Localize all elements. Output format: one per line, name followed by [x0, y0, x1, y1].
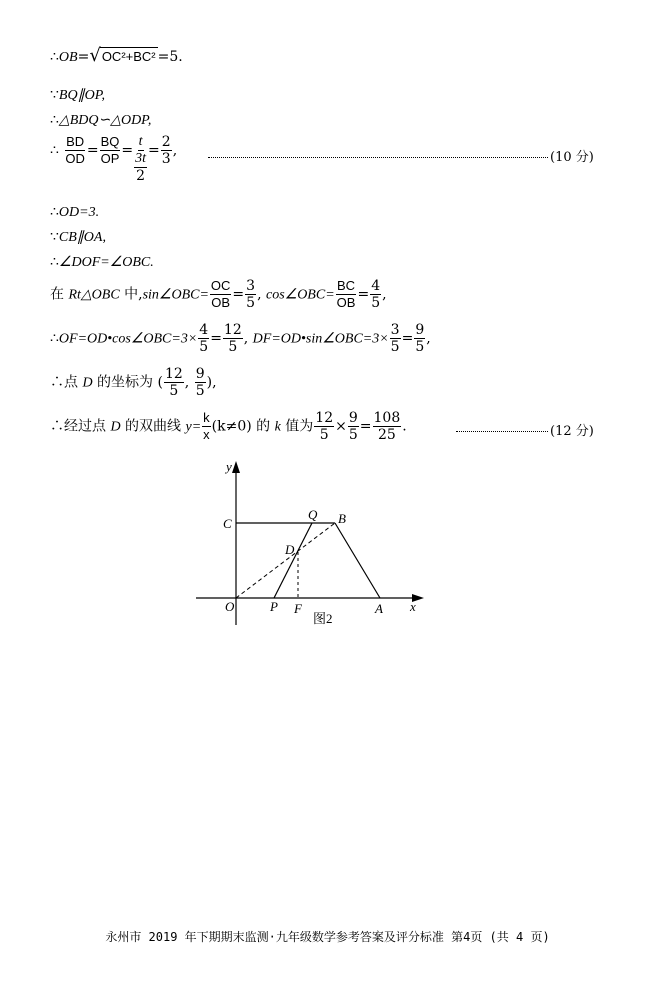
equals: = [77, 49, 90, 65]
line-cb-parallel [50, 228, 106, 247]
fraction-9-5: $\frac{9}{5}$ [195, 366, 205, 399]
y-axis-arrow [232, 461, 240, 473]
geometry-figure [190, 455, 430, 635]
label-d: D [285, 542, 295, 557]
segment-pq [274, 523, 312, 598]
fraction-12-5: $\frac{12}{5}$ [315, 410, 334, 443]
fraction-4-5: $\frac{4}{5}$ [199, 322, 209, 355]
df-expression: DF=OD•sin∠OBC=3× [252, 331, 389, 347]
label-o: O [225, 599, 235, 614]
line-similar [50, 111, 151, 130]
therefore-symbol: ∴ [50, 49, 59, 65]
fraction-12-5: $\frac{12}{5}$ [223, 322, 242, 355]
therefore-symbol: ∴ [50, 254, 59, 270]
var-ob: OB [58, 50, 78, 65]
statement: BQ∥OP, [58, 88, 105, 103]
statement: △BDQ∽△ODP, [58, 113, 152, 128]
line-bq-parallel [50, 86, 105, 105]
line-coordinates: ∴点 D 的坐标为 ( $\frac{12}{5}$ , $\frac{9}{5}$ ), [50, 366, 217, 399]
label-b: B [338, 511, 346, 526]
statement: OD=3. [58, 205, 100, 220]
fraction-3-5: $\frac{3}{5}$ [390, 322, 400, 355]
score-leader-dots [208, 145, 548, 158]
label-f: F [294, 601, 302, 616]
fraction-2-3: $\frac{2}{3}$ [161, 134, 171, 167]
therefore-symbol: ∴ [50, 112, 59, 128]
fraction-9-5: $\frac{9}{5}$ [348, 410, 358, 443]
line-od [50, 203, 99, 222]
because-symbol: ∵ [50, 229, 59, 245]
label-x: x [410, 599, 416, 614]
label-q: Q [308, 507, 318, 522]
line-k-value: ∴经过点 D 的双曲线 y= $\frac{k}{x}$ (k≠0) 的 k 值为 $\frac{12}{5}$ × $\frac{9}{5}$ = $\frac{108}{25}$ . [50, 410, 407, 443]
label-p: P [270, 599, 278, 614]
score-10: (10 分) [550, 150, 594, 165]
line-ob [50, 47, 183, 67]
fraction-bd-od: $\frac{BD}{OD}$ [65, 134, 85, 166]
page-footer: 永州市 2019 年下期期末监测·九年级数学参考答案及评分标准 第4页 (共 4 页) [105, 930, 550, 944]
statement: ∠DOF=∠OBC. [58, 255, 154, 270]
line-ratio: ∴ $\frac{BD}{OD}$ = $\frac{BQ}{OP}$ = $\frac{t}{\frac{3t}{2}}$ = $\frac{2}{3}$ , [50, 134, 178, 184]
line-trig: 在 Rt△OBC 中,sin∠OBC= $\frac{OC}{OB}$ = $\frac{3}{5}$ , cos∠OBC= $\frac{BC}{OB}$ = $\frac{4}{5}$ , [50, 278, 387, 311]
segment-ob-dashed [236, 523, 335, 598]
segment-ba [335, 523, 380, 598]
fraction-k-x: $\frac{k}{x}$ [203, 410, 210, 442]
therefore-symbol: ∴ [50, 204, 59, 220]
fraction-t-3t2: $\frac{t}{\frac{3t}{2}}$ [135, 134, 147, 184]
fraction-oc-ob: $\frac{OC}{OB}$ [210, 278, 231, 310]
figure-caption: 图2 [313, 611, 333, 626]
therefore-symbol: ∴ [50, 142, 59, 159]
fraction-108-25: $\frac{108}{25}$ [373, 410, 401, 443]
sqrt-sign: √ [89, 45, 101, 66]
fraction-bq-op: $\frac{BQ}{OP}$ [100, 134, 120, 166]
radicand: OC²+BC² [101, 49, 156, 64]
fraction-3-5: $\frac{3}{5}$ [246, 278, 256, 311]
label-y: y [226, 459, 232, 474]
result: =5. [157, 49, 183, 65]
of-expression: OF=OD•cos∠OBC=3× [58, 331, 198, 347]
because-symbol: ∵ [50, 87, 59, 103]
sin-expression: sin∠OBC= [142, 287, 209, 303]
score-12: (12 分) [550, 424, 594, 439]
statement: CB∥OA, [58, 230, 106, 245]
label-a: A [375, 601, 383, 616]
line-of-df: ∴OF=OD•cos∠OBC=3× $\frac{4}{5}$ = $\frac{12}{5}$ , DF=OD•sin∠OBC=3× $\frac{3}{5}$ = $\frac{9}{5}$ , [50, 322, 431, 355]
fraction-12-5: $\frac{12}{5}$ [164, 366, 183, 399]
score-leader-dots [456, 419, 548, 432]
fraction-bc-ob: $\frac{BC}{OB}$ [336, 278, 356, 310]
fraction-9-5: $\frac{9}{5}$ [415, 322, 425, 355]
label-c: C [223, 516, 232, 531]
fraction-4-5: $\frac{4}{5}$ [371, 278, 381, 311]
line-angle [50, 253, 154, 272]
cos-expression: cos∠OBC= [265, 287, 335, 303]
